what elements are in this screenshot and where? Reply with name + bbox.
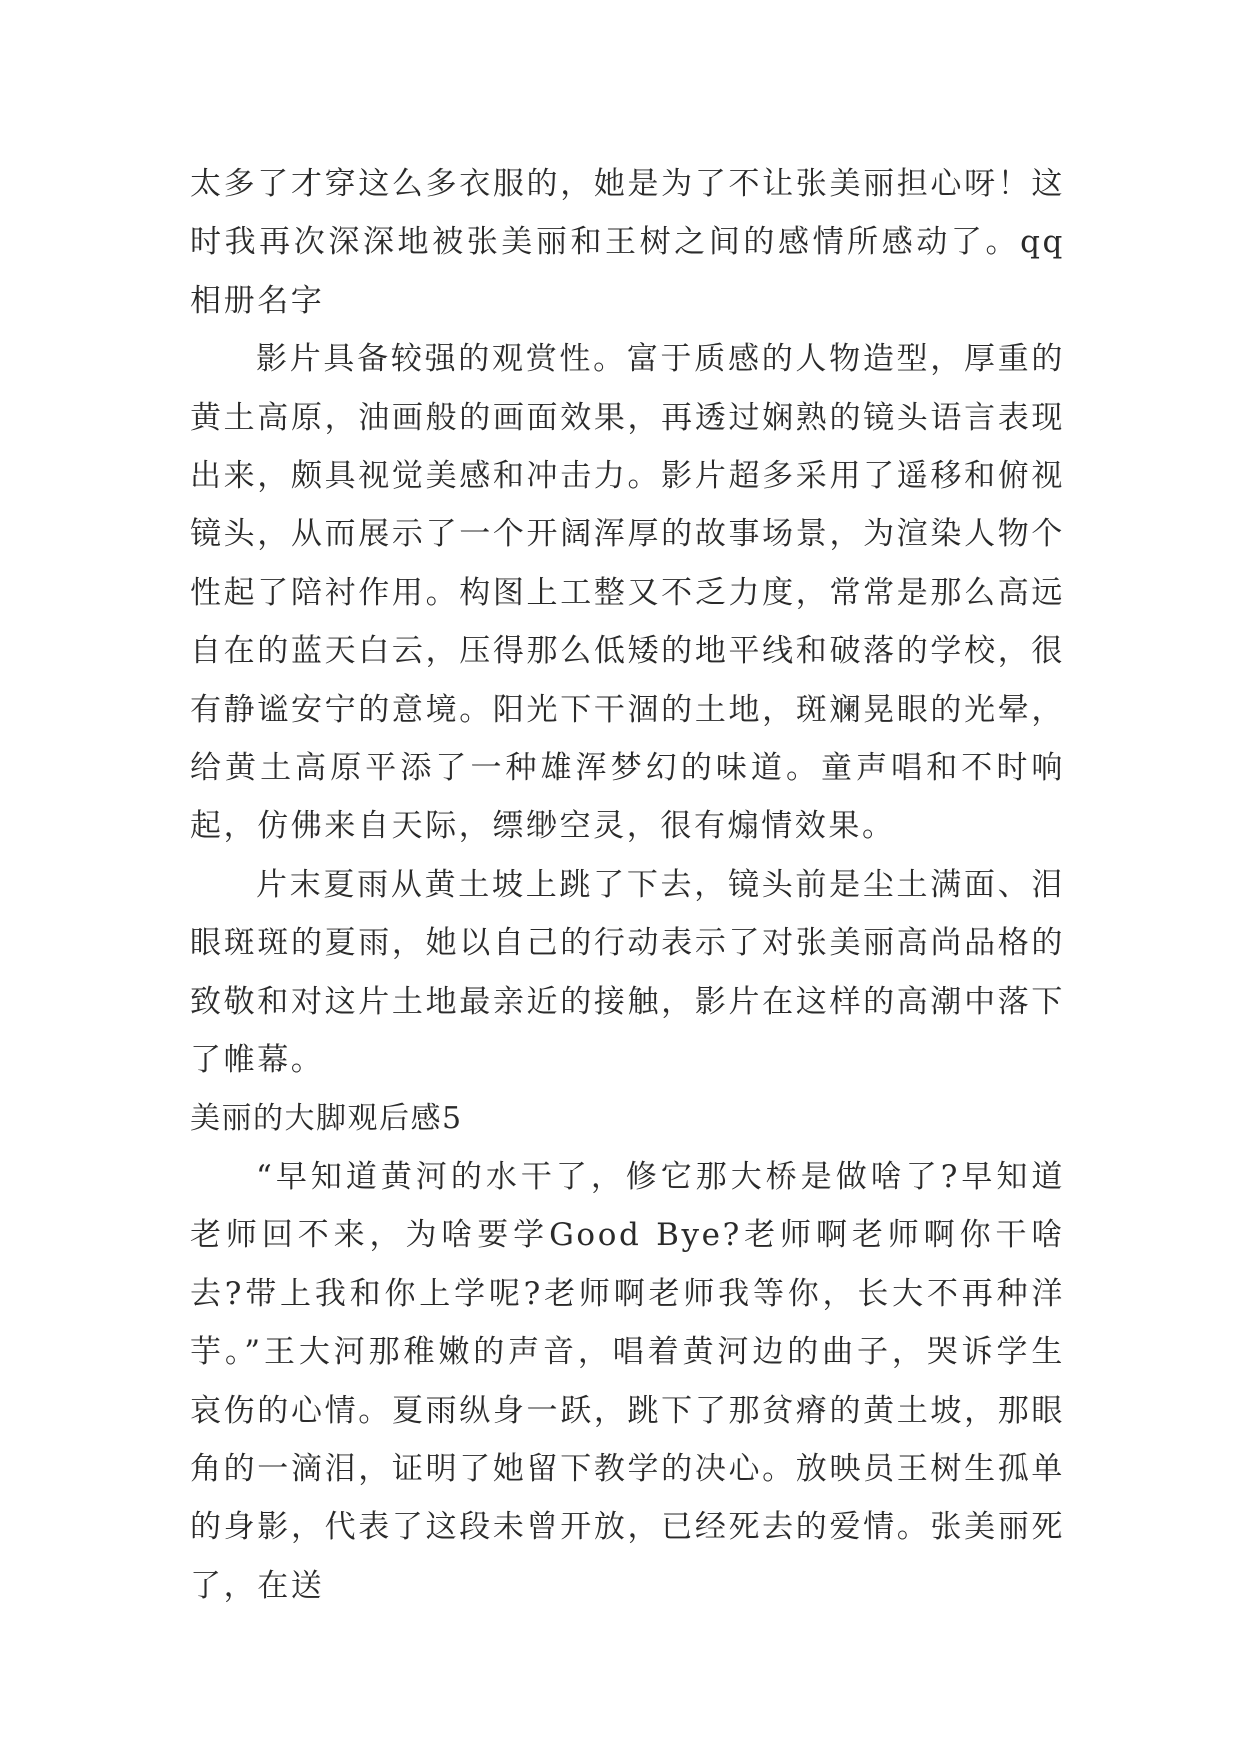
paragraph-film-visuals: 影片具备较强的观赏性。富于质感的人物造型，厚重的黄土高原，油画般的画面效果，再透过娴熟的镜头语言表现出来，颇具视觉美感和冲击力。影片超多采用了遥移和俯视镜头，从而展示了一个开阔浑厚的故事场景，为渲染人物个性起了陪衬作用。构图上工整又不乏力度，常常是那么高远自在的蓝天白云，压得那么低矮的地平线和破落的学校，很有静谧安宁的意境。阳光下干涸的土地，斑斓晃眼的光晕，给黄土高原平添了一种雄浑梦幻的味道。童声唱和不时响起，仿佛来自天际，缥缈空灵，很有煽情效果。 [190, 341, 1065, 845]
section-heading: 美丽的大脚观后感5 [190, 1100, 463, 1136]
text-column [190, 155, 1065, 1615]
paragraph-song-lyrics: “早知道黄河的水干了，修它那大桥是做啥了?早知道老师回不来，为啥要学Good Bye?老师啊老师啊你干啥去?带上我和你上学呢?老师啊老师我等你，长大不再种洋芋。”王大河那稚嫩的声音，唱着黄河边的曲子，哭诉学生哀伤的心情。夏雨纵身一跃，跳下了那贫瘠的黄土坡，那眼角的一滴泪，证明了她留下教学的决心。放映员王树生孤单的身影，代表了这段未曾开放，已经死去的爱情。张美丽死了，在送 [190, 1158, 1065, 1604]
paragraph-continued: 太多了才穿这么多衣服的，她是为了不让张美丽担心呀！这时我再次深深地被张美丽和王树之间的感情所感动了。qq相册名字 [190, 166, 1065, 319]
paragraph-film-ending: 片末夏雨从黄土坡上跳了下去，镜头前是尘土满面、泪眼斑斑的夏雨，她以自己的行动表示了对张美丽高尚品格的致敬和对这片土地最亲近的接触，影片在这样的高潮中落下了帷幕。 [190, 866, 1065, 1079]
